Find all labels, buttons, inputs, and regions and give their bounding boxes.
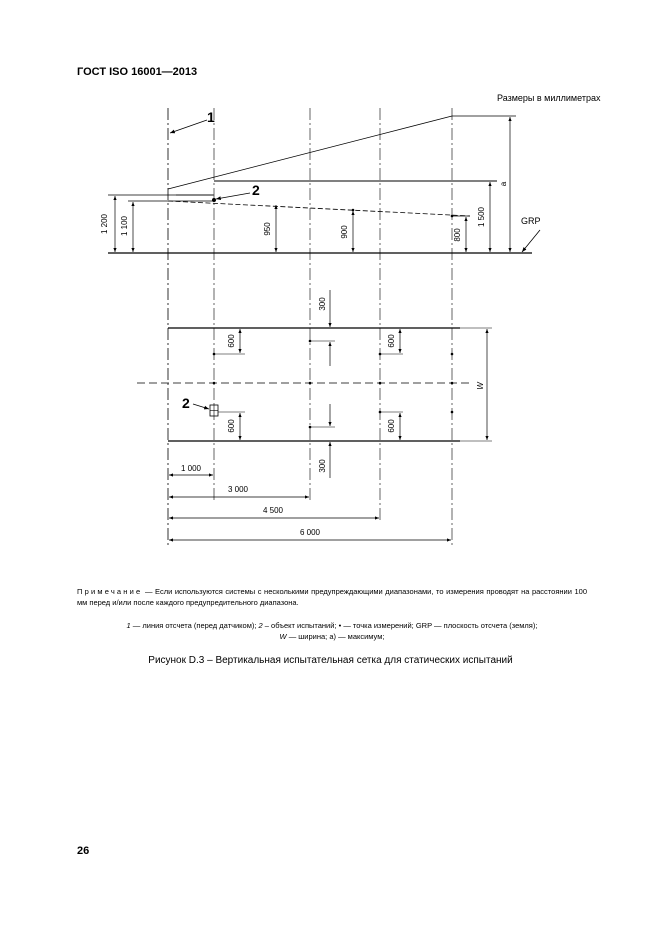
grp-label: GRP <box>521 216 541 226</box>
dim-1500: 1 500 <box>477 206 486 228</box>
figure-note <box>77 586 587 608</box>
lower-slope-line <box>168 201 470 216</box>
label-a: a <box>499 181 508 187</box>
dim-950: 950 <box>263 222 272 236</box>
document-header: ГОСТ ISO 16001—2013 <box>77 66 198 78</box>
legend-key-w: W <box>279 632 287 641</box>
note-text: — Если используются системы с несколькими предупреждающими диапазонами, то измерения проводят на расстоянии 100 мм перед и/или после каждого предупредительного диапазона. <box>77 587 587 607</box>
dim-800: 800 <box>453 228 462 242</box>
legend-text-3: — ширина; a) — максимум; <box>286 632 385 641</box>
dim-6000: 6 000 <box>299 528 321 537</box>
dim-1000: 1 000 <box>180 464 202 473</box>
legend-text-1: — линия отсчета (перед датчиком); <box>130 621 259 630</box>
dim-600-left-top: 600 <box>227 334 236 348</box>
legend-key-1: 1 <box>126 621 131 630</box>
label-w: W <box>476 382 485 390</box>
dim-600-right-bottom: 600 <box>387 419 396 433</box>
dim-900: 900 <box>340 225 349 239</box>
figure-legend <box>77 620 587 642</box>
measurement-points <box>213 340 454 429</box>
dim-600-left-bottom: 600 <box>227 419 236 433</box>
legend-text-2: – объект испытаний; • — точка измерений; GRP — плоскость отсчета (земля); <box>262 621 538 630</box>
callout-2-plan: 2 <box>182 395 190 411</box>
units-note: Размеры в миллиметрах <box>497 93 601 103</box>
legend-key-2: 2 <box>258 621 263 630</box>
callout-2-side: 2 <box>252 182 260 198</box>
page-number: 26 <box>77 845 90 857</box>
figure-caption: Рисунок D.3 – Вертикальная испытательная сетка для статических испытаний <box>148 655 513 666</box>
dim-300-bottom: 300 <box>318 459 327 473</box>
dim-3000: 3 000 <box>227 485 249 494</box>
note-label: Примечание <box>77 587 143 596</box>
dim-600-right-top: 600 <box>387 334 396 348</box>
dim-1200: 1 200 <box>100 213 109 235</box>
dim-4500: 4 500 <box>262 506 284 515</box>
callout-1: 1 <box>207 109 215 125</box>
dim-300-top: 300 <box>318 297 327 311</box>
dim-1100: 1 100 <box>120 215 129 237</box>
